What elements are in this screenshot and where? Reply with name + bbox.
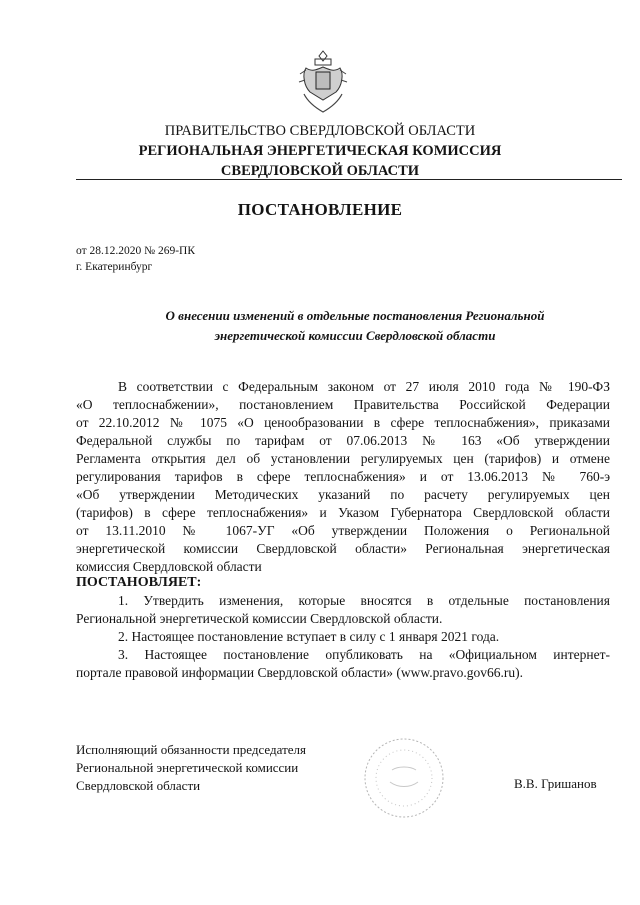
- preamble-line: регулирования тарифов в сфере теплоснабжения» и от 13.06.2013 № 760-э: [76, 469, 610, 484]
- subject-line: энергетической комиссии Свердловской области: [214, 328, 496, 343]
- item-line: 1. Утвердить изменения, которые вносятся в отдельные постановления: [118, 593, 610, 608]
- item-line: Региональной энергетической комиссии Свердловской области.: [76, 611, 443, 626]
- preamble-line: энергетической комиссии Свердловской области» Региональная энергетическая: [76, 541, 610, 556]
- document-type: ПОСТАНОВЛЕНИЕ: [237, 200, 403, 219]
- government-name: ПРАВИТЕЛЬСТВО СВЕРДЛОВСКОЙ ОБЛАСТИ: [164, 123, 476, 139]
- preamble-line: комиссия Свердловской области: [76, 559, 262, 574]
- signatory-name: В.В. Гришанов: [514, 776, 597, 791]
- preamble-line: от 13.11.2010 № 1067-УГ «Об утверждении Положения о Региональной: [76, 523, 610, 538]
- preamble-line: «О теплоснабжении», постановлением Правительства Российской Федерации: [76, 397, 610, 412]
- preamble-line: Регламента открытия дел об установлении регулируемых цен (тарифов) и отмене: [76, 451, 610, 466]
- commission-region: СВЕРДЛОВСКОЙ ОБЛАСТИ: [220, 163, 420, 179]
- document-date-number: от 28.12.2020 № 269-ПК: [76, 245, 196, 257]
- preamble-line: (тарифов) в сфере теплоснабжения» и Указом Губернатора Свердловской области: [76, 505, 610, 520]
- signatory-title: Свердловской области: [76, 778, 201, 793]
- preamble-line: от 22.10.2012 № 1075 «О ценообразовании в сфере теплоснабжения», приказами: [76, 415, 610, 430]
- document-subject: [120, 306, 590, 346]
- stamp-seal-icon: [362, 736, 446, 820]
- item-line: портале правовой информации Свердловской области» (www.pravo.gov66.ru).: [76, 665, 524, 680]
- preamble-line: В соответствии с Федеральным законом от 27 июля 2010 года № 190-ФЗ: [118, 379, 610, 394]
- subject-line: О внесении изменений в отдельные постановления Региональной: [165, 308, 545, 323]
- item-line: 3. Настоящее постановление опубликовать на «Официальном интернет-: [118, 647, 610, 662]
- item-line: 2. Настоящее постановление вступает в силу с 1 января 2021 года.: [118, 629, 500, 644]
- signatory-title: Региональной энергетической комиссии: [76, 760, 299, 775]
- preamble-line: «Об утверждении Методических указаний по расчету регулируемых цен: [76, 487, 610, 502]
- document-city: г. Екатеринбург: [76, 261, 153, 273]
- commission-name: РЕГИОНАЛЬНАЯ ЭНЕРГЕТИЧЕСКАЯ КОМИССИЯ: [138, 143, 502, 159]
- preamble-line: Федеральной службы по тарифам от 07.06.2013 № 163 «Об утверждении: [76, 433, 610, 448]
- header-divider: [76, 179, 622, 180]
- decree-word: ПОСТАНОВЛЯЕТ:: [76, 575, 202, 590]
- coat-of-arms-icon: [298, 48, 348, 116]
- signatory-title: Исполняющий обязанности председателя: [76, 742, 306, 757]
